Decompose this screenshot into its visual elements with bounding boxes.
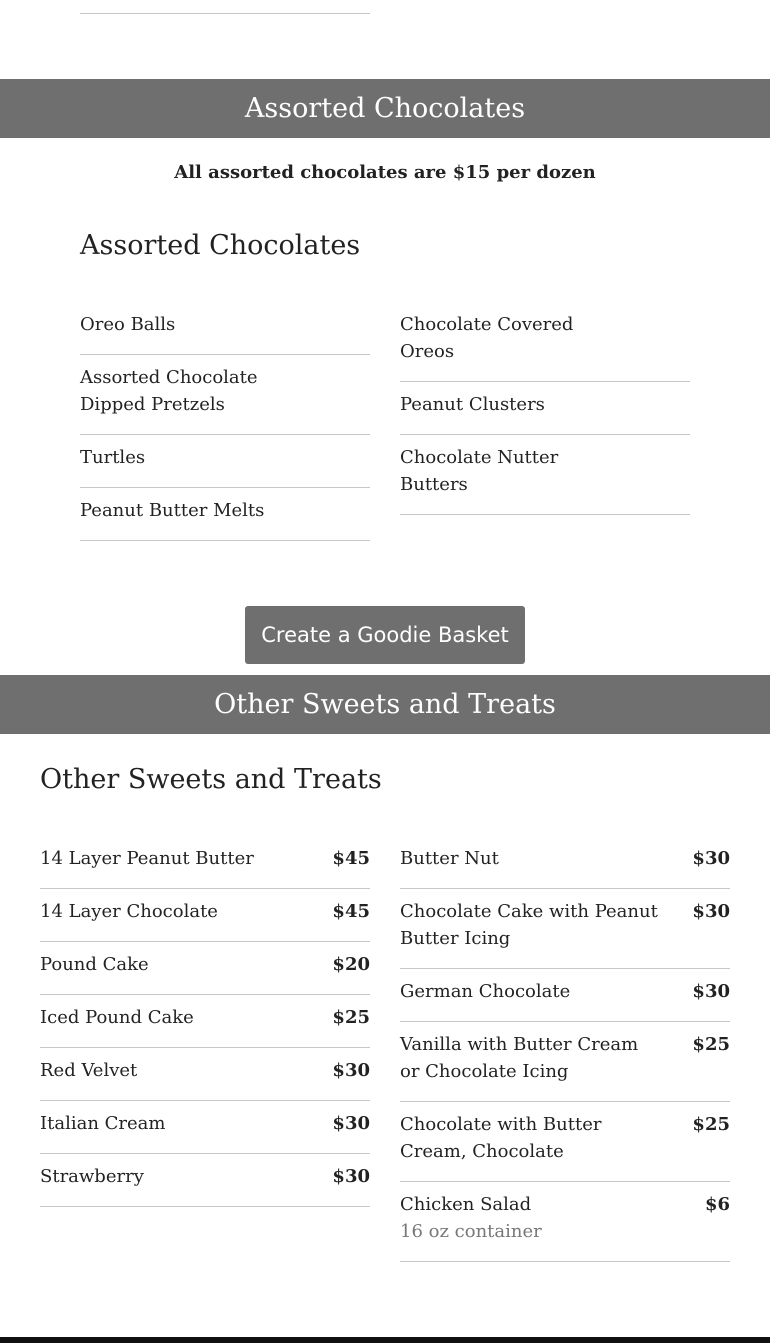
- menu-item: [400, 1111, 730, 1182]
- item-name: Pound Cake: [40, 954, 149, 975]
- list-item: [80, 497, 370, 541]
- menu-item: [40, 1057, 370, 1101]
- item-name: Chocolate Covered Oreos: [400, 314, 574, 362]
- item-name: Peanut Butter Melts: [80, 500, 265, 521]
- item-name: Chocolate Nutter Butters: [400, 447, 559, 495]
- menu-item: [400, 1031, 730, 1102]
- item-name: Italian Cream: [40, 1113, 166, 1134]
- menu-item: [400, 978, 730, 1022]
- menu-item: [40, 898, 370, 942]
- item-name: Vanilla with Butter Cream or Chocolate Icing: [400, 1034, 639, 1082]
- list-item: [80, 444, 370, 488]
- item-name: Strawberry: [40, 1166, 144, 1187]
- item-name: 14 Layer Peanut Butter: [40, 848, 254, 869]
- menu-item: [400, 845, 730, 889]
- item-name: Turtles: [80, 447, 146, 468]
- menu-item: [40, 1110, 370, 1154]
- menu-item: [40, 1163, 370, 1207]
- section-banner-title: Other Sweets and Treats: [214, 689, 556, 720]
- menu-item: [40, 845, 370, 889]
- item-price: $25: [692, 1034, 730, 1055]
- section-banner-chocolates: [0, 79, 770, 138]
- item-name: German Chocolate: [400, 981, 571, 1002]
- list-item: [80, 311, 370, 355]
- list-item: [400, 391, 690, 435]
- item-price: $30: [332, 1166, 370, 1187]
- item-price: $30: [692, 848, 730, 869]
- item-name: Chicken Salad: [400, 1194, 532, 1215]
- item-name: Oreo Balls: [80, 314, 176, 335]
- list-item: [400, 311, 690, 382]
- item-price: $30: [692, 901, 730, 922]
- item-price: $30: [692, 981, 730, 1002]
- item-name: Peanut Clusters: [400, 394, 545, 415]
- item-price: $45: [332, 901, 370, 922]
- section-heading: Other Sweets and Treats: [40, 764, 382, 795]
- create-goodie-basket-button[interactable]: Create a Goodie Basket: [245, 606, 525, 664]
- item-price: $6: [704, 1194, 730, 1215]
- menu-item: [400, 1191, 730, 1262]
- item-name: Iced Pound Cake: [40, 1007, 194, 1028]
- section-banner-sweets: [0, 675, 770, 734]
- menu-item: [40, 951, 370, 995]
- section-banner-title: Assorted Chocolates: [244, 93, 526, 124]
- section-heading: Assorted Chocolates: [80, 230, 361, 261]
- pricing-note: All assorted chocolates are $15 per dozen: [174, 162, 596, 183]
- item-name: 14 Layer Chocolate: [40, 901, 218, 922]
- item-name: Red Velvet: [40, 1060, 138, 1081]
- item-name: Butter Nut: [400, 848, 499, 869]
- menu-item: [400, 898, 730, 969]
- item-price: $30: [332, 1060, 370, 1081]
- item-name: Chocolate Cake with Peanut Butter Icing: [400, 901, 658, 949]
- item-price: $20: [332, 954, 370, 975]
- item-subtitle: 16 oz container: [400, 1221, 542, 1242]
- list-item: [400, 444, 690, 515]
- divider: [80, 13, 370, 14]
- item-price: $45: [332, 848, 370, 869]
- sweets-right-list: [400, 845, 730, 1271]
- sweets-left-list: [40, 845, 370, 1216]
- item-name: Assorted Chocolate Dipped Pretzels: [80, 367, 258, 415]
- item-name: Chocolate with Butter Cream, Chocolate: [400, 1114, 602, 1162]
- chocolates-left-list: [80, 311, 370, 550]
- item-details: [400, 1191, 542, 1245]
- item-price: $25: [692, 1114, 730, 1135]
- item-price: $30: [332, 1113, 370, 1134]
- footer-edge: [0, 1337, 770, 1343]
- menu-item: [40, 1004, 370, 1048]
- chocolates-right-list: [400, 311, 690, 524]
- item-price: $25: [332, 1007, 370, 1028]
- list-item: [80, 364, 370, 435]
